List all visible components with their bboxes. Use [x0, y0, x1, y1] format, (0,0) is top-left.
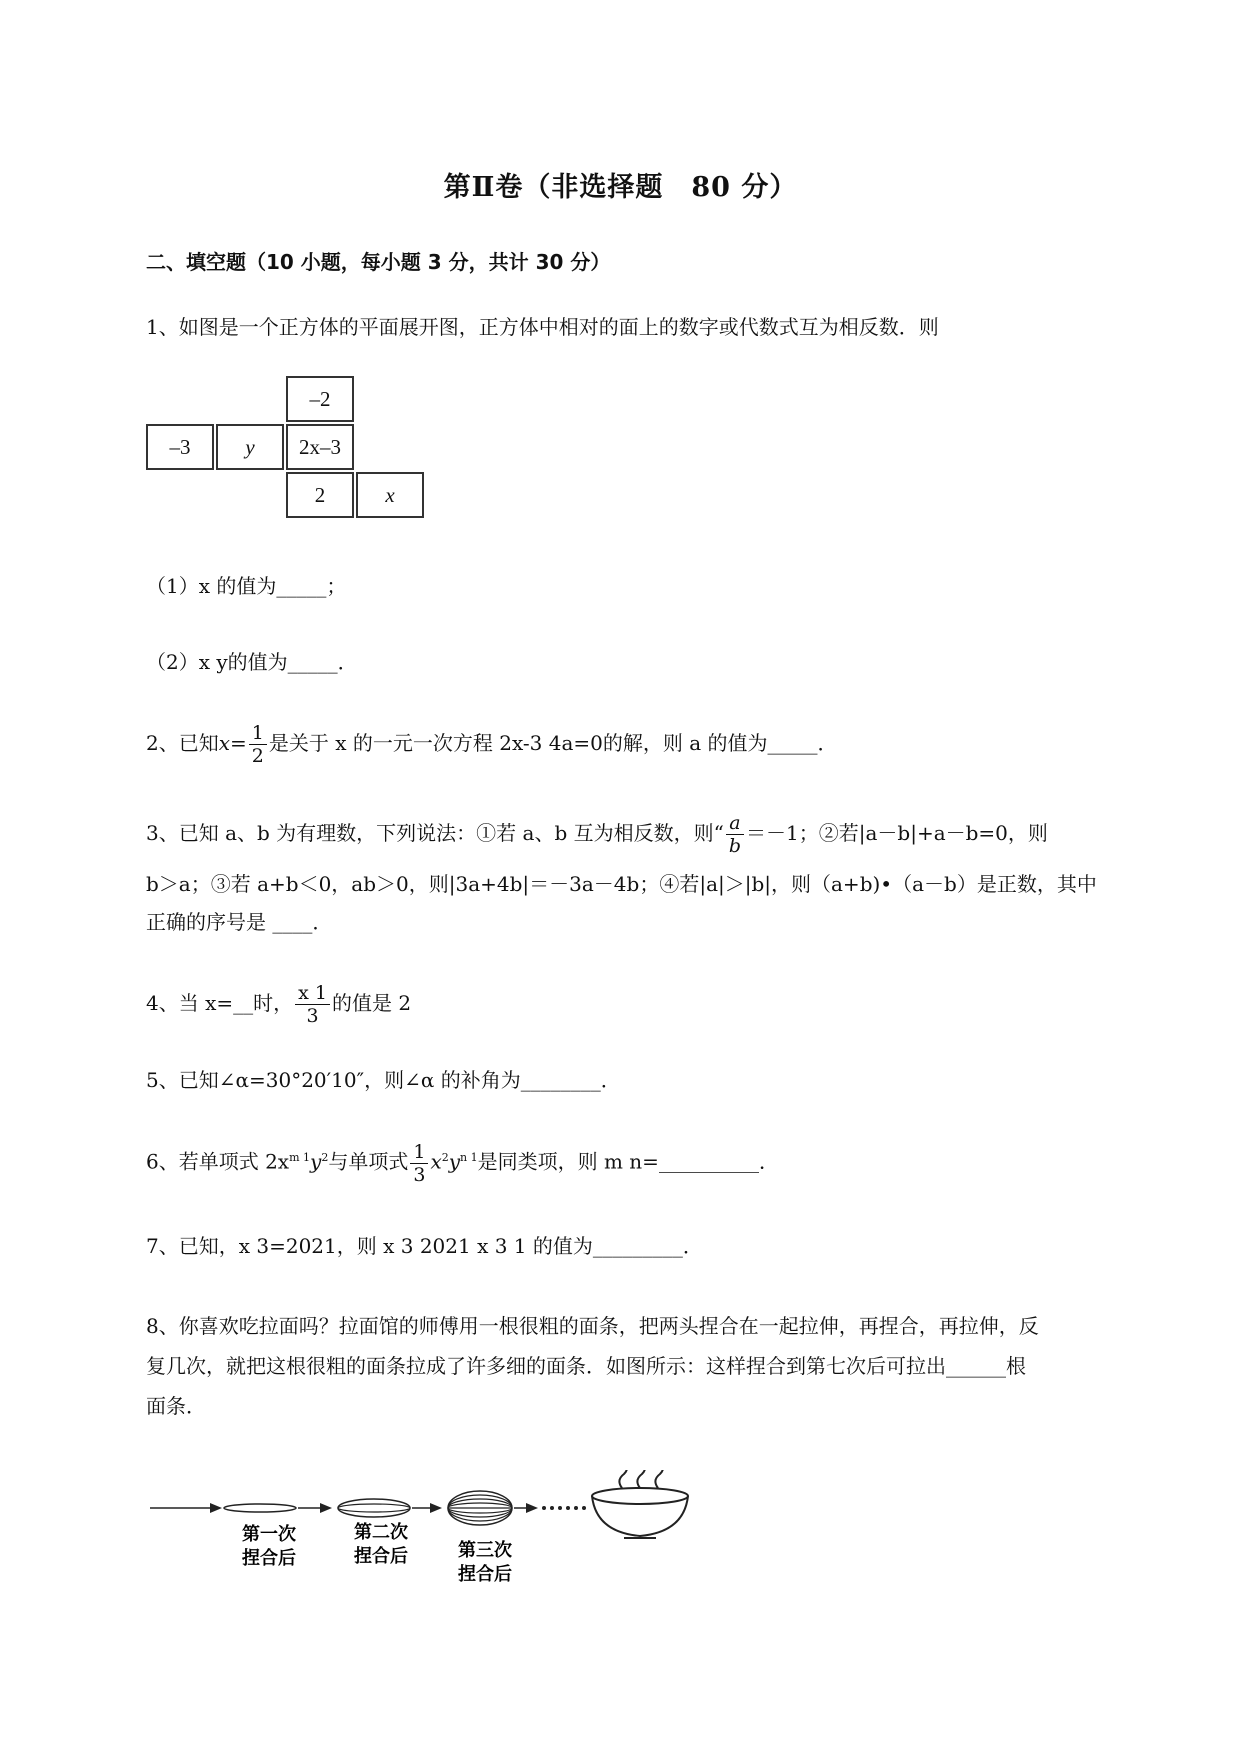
noodle-label-3-line2: 捏合后	[458, 1564, 512, 1585]
question-5: 5、已知∠α=30°20′10″，则∠α 的补角为________．	[146, 1068, 621, 1092]
noodle-second-fold	[338, 1499, 410, 1517]
arrow-3-icon	[430, 1503, 442, 1513]
question-8-line-3: 面条．	[146, 1394, 206, 1418]
q3-frac-den: b	[728, 835, 742, 857]
q4-frac-num: x 1	[295, 982, 330, 1005]
q6-pre: 6、若单项式 2x	[146, 1149, 290, 1174]
question-1-text: 1、如图是一个正方体的平面展开图，正方体中相对的面上的数字或代数式互为相反数．则	[146, 315, 939, 339]
arrow-1-icon	[210, 1503, 222, 1513]
net-cell-x: x	[356, 472, 424, 518]
q6-mid4: y	[448, 1149, 461, 1174]
q6-sup3: 2	[441, 1151, 449, 1164]
net-cell-top: –2	[286, 376, 354, 422]
q2-frac-den: 2	[251, 745, 264, 767]
net-cell-left: –3	[146, 424, 214, 470]
net-cell-bottom: 2	[286, 472, 354, 518]
net-cell-y: y	[216, 424, 284, 470]
noodle-diagram	[150, 1470, 710, 1590]
noodle-third-fold	[448, 1491, 512, 1525]
question-3-line-1	[146, 812, 1156, 857]
q4-post: 的值是 2	[331, 991, 412, 1015]
q6-mid1: y	[310, 1149, 322, 1174]
q2-fraction	[249, 722, 267, 767]
noodle-first-fold	[224, 1504, 296, 1512]
q3-fraction	[726, 812, 744, 857]
q6-frac-den: 3	[413, 1163, 426, 1186]
q3-line1a: 3、已知 a、b 为有理数，下列说法：①若 a、b 互为相反数，则“	[146, 821, 724, 845]
noodle-label-2-line1: 第二次	[354, 1522, 408, 1543]
q4-frac-den: 3	[306, 1005, 319, 1027]
question-2	[146, 722, 1156, 767]
q6-mid3: x	[430, 1149, 442, 1174]
q4-fraction	[295, 982, 330, 1027]
question-3-line-2: b＞a；③若 a+b＜0，ab＞0，则|3a+4b|＝－3a－4b；④若|a|＞|b|，则（a+b)•（a－b）是正数，其中	[146, 872, 1097, 896]
noodle-label-1-line1: 第一次	[242, 1524, 296, 1545]
q6-sup2: 2	[321, 1151, 329, 1164]
q3-line1b: ＝－1；②若|a－b|+a－b=0，则	[746, 821, 1048, 845]
section-title: 二、填空题（10 小题，每小题 3 分，共计 30 分）	[146, 250, 611, 274]
q6-frac-num: 1	[410, 1141, 428, 1164]
page-title: 第Ⅱ卷（非选择题 80 分）	[443, 172, 798, 203]
question-3-line-3: 正确的序号是 ____．	[146, 910, 333, 934]
noodle-label-3-line1: 第三次	[458, 1540, 512, 1561]
question-6	[146, 1138, 1156, 1186]
q2-post: 是关于 x 的一元一次方程 2x-3 4a=0的解，则 a 的值为_____．	[268, 731, 838, 755]
q6-sup4: n 1	[460, 1151, 478, 1164]
question-1-sub-1: （1）x 的值为_____；	[146, 574, 347, 598]
noodle-label-1-line2: 捏合后	[242, 1548, 296, 1569]
question-7: 7、已知，x 3=2021，则 x 3 2021 x 3 1 的值为_________．	[146, 1234, 703, 1258]
question-8-line-2: 复几次，就把这根很粗的面条拉成了许多细的面条．如图所示：这样捏合到第七次后可拉出______根	[146, 1354, 1026, 1378]
net-cell-center: 2x–3	[286, 424, 354, 470]
q6-fraction	[410, 1141, 428, 1186]
q2-pre: 2、已知	[146, 731, 219, 755]
q2-frac-num: 1	[249, 722, 267, 745]
question-8-line-1: 8、你喜欢吃拉面吗？拉面馆的师傅用一根很粗的面条，把两头捏合在一起拉伸，再捏合，再拉伸，反	[146, 1314, 1039, 1338]
q2-var: x	[218, 731, 231, 755]
arrow-4-icon	[526, 1503, 538, 1513]
noodle-label-2-line2: 捏合后	[354, 1546, 408, 1567]
question-1-sub-2: （2）x y的值为_____．	[146, 650, 358, 674]
dots-ellipsis	[542, 1506, 586, 1510]
cube-net-diagram	[146, 376, 436, 528]
question-4	[146, 982, 1156, 1027]
q6-sup1: m 1	[289, 1151, 311, 1164]
q3-frac-num: a	[726, 812, 743, 835]
q4-pre: 4、当 x=__时，	[146, 991, 294, 1015]
arrow-2-icon	[320, 1503, 332, 1513]
q2-eq: =	[230, 731, 247, 755]
q6-mid2: 与单项式	[328, 1149, 409, 1174]
q6-post: 是同类项，则 m n=__________．	[477, 1149, 779, 1174]
noodle-bowl-icon	[592, 1470, 688, 1538]
